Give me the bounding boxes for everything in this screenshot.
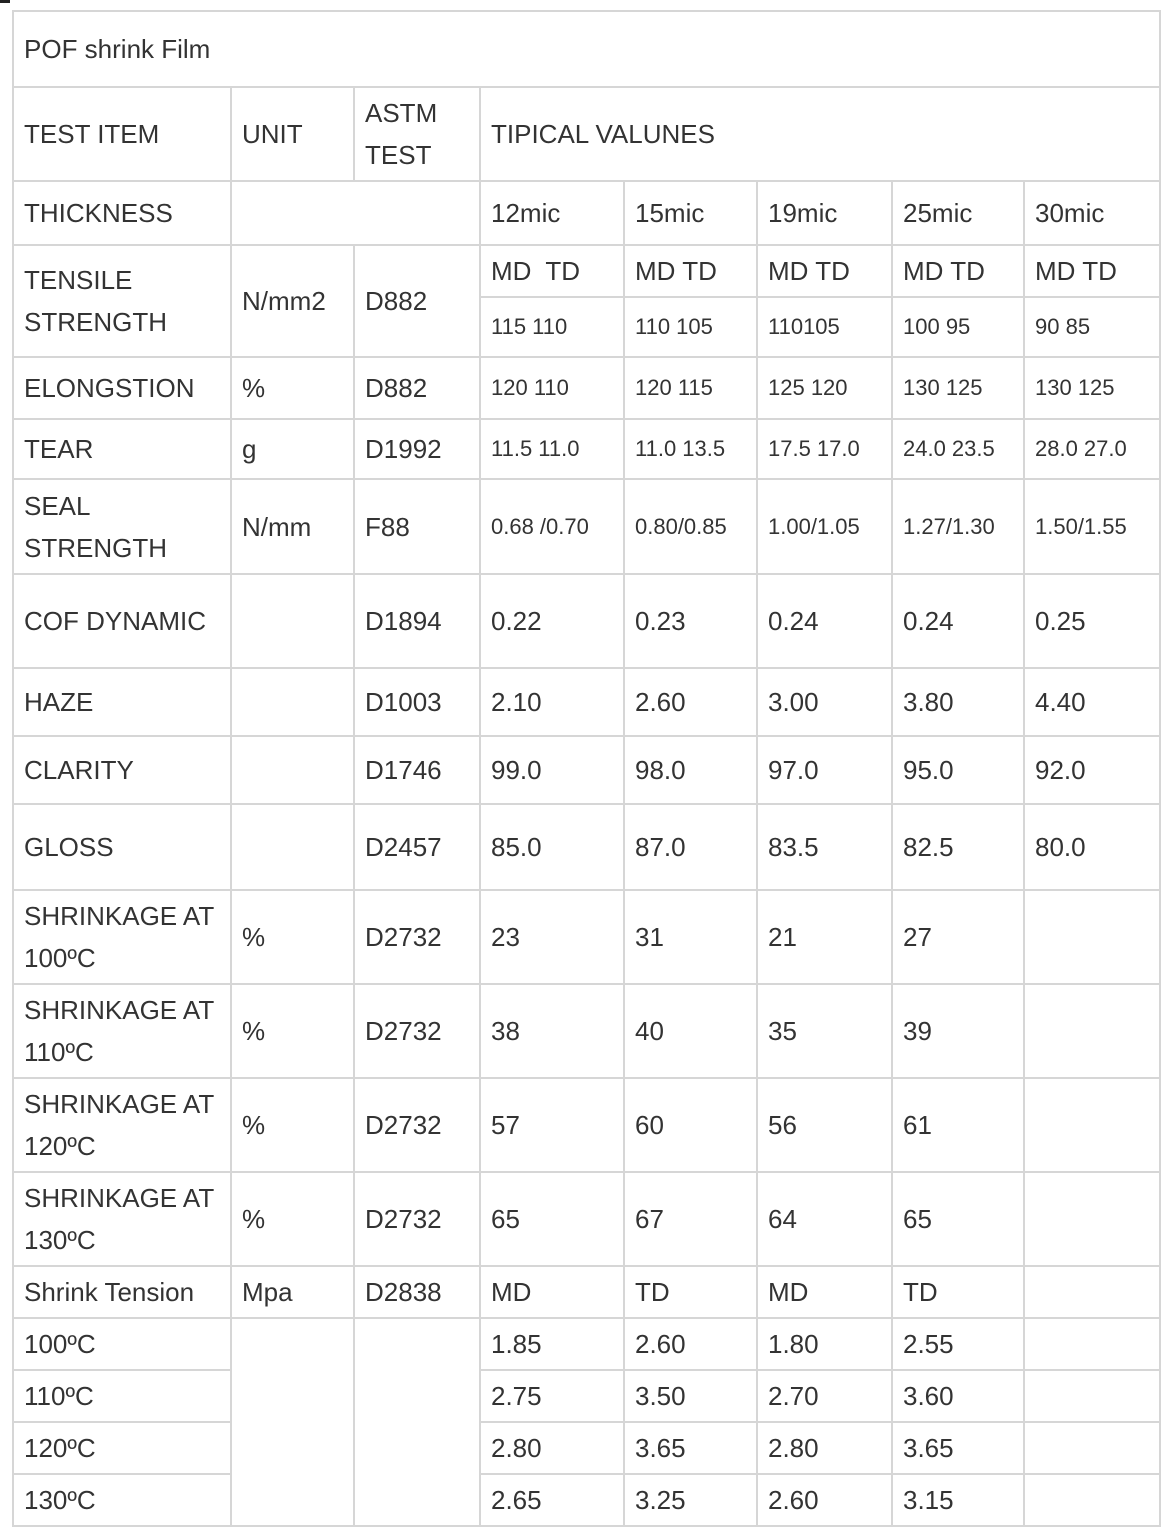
row-label: SEAL STRENGTH: [13, 479, 231, 574]
tensile-value: 100 95: [892, 297, 1024, 357]
table-row-tension-100: [13, 1318, 1160, 1370]
row-value: 1.00/1.05: [757, 479, 892, 574]
row-label: HAZE: [13, 668, 231, 736]
row-value: 98.0: [624, 736, 757, 804]
row-unit: [231, 736, 354, 804]
row-label: SHRINKAGE AT 110ºC: [13, 984, 231, 1078]
shrink-tension-unit: Mpa: [231, 1266, 354, 1318]
row-value: 125 120: [757, 357, 892, 419]
tensile-astm: D882: [354, 245, 480, 357]
row-value: 130 125: [1024, 357, 1160, 419]
row-unit: %: [231, 1172, 354, 1266]
row-value: 1.50/1.55: [1024, 479, 1160, 574]
row-value: 65: [480, 1172, 624, 1266]
row-value: 87.0: [624, 804, 757, 890]
row-value: 0.24: [892, 574, 1024, 668]
row-value: 60: [624, 1078, 757, 1172]
tensile-direction: MD TD: [757, 245, 892, 297]
tensile-value: 110105: [757, 297, 892, 357]
row-value: 3.00: [757, 668, 892, 736]
row-value: 57: [480, 1078, 624, 1172]
tension-value: 3.25: [624, 1474, 757, 1526]
tensile-value: 90 85: [1024, 297, 1160, 357]
tension-value: 2.70: [757, 1370, 892, 1422]
tension-value: 1.80: [757, 1318, 892, 1370]
row-unit: [231, 668, 354, 736]
row-astm: D2732: [354, 1078, 480, 1172]
row-value: 0.80/0.85: [624, 479, 757, 574]
row-value: 61: [892, 1078, 1024, 1172]
row-astm: D1992: [354, 419, 480, 479]
tension-value: 2.75: [480, 1370, 624, 1422]
row-unit: [231, 804, 354, 890]
row-unit: g: [231, 419, 354, 479]
row-unit: %: [231, 890, 354, 984]
header-astm-test: ASTM TEST: [354, 87, 480, 181]
title-row: [13, 11, 1160, 87]
shrink-tension-direction: MD: [757, 1266, 892, 1318]
row-value: 64: [757, 1172, 892, 1266]
shrink-tension-astm: D2838: [354, 1266, 480, 1318]
tension-value: [1024, 1370, 1160, 1422]
row-value: 97.0: [757, 736, 892, 804]
thickness-value: 15mic: [624, 181, 757, 245]
row-unit: N/mm: [231, 479, 354, 574]
tensile-direction: MD TD: [624, 245, 757, 297]
row-value: 0.68 /0.70: [480, 479, 624, 574]
row-unit: %: [231, 1078, 354, 1172]
thickness-value: 30mic: [1024, 181, 1160, 245]
row-value: 0.24: [757, 574, 892, 668]
row-label: SHRINKAGE AT 100ºC: [13, 890, 231, 984]
row-unit: %: [231, 984, 354, 1078]
tension-unit-blank: [231, 1318, 354, 1526]
row-value: [1024, 984, 1160, 1078]
header-row: [13, 87, 1160, 181]
table-row-haze: [13, 668, 1160, 736]
shrink-tension-direction: MD: [480, 1266, 624, 1318]
tension-value: [1024, 1318, 1160, 1370]
row-value: 31: [624, 890, 757, 984]
header-typical-values: TIPICAL VALUNES: [480, 87, 1160, 181]
tension-value: [1024, 1474, 1160, 1526]
tensile-unit: N/mm2: [231, 245, 354, 357]
temp-label: 100ºC: [13, 1318, 231, 1370]
thickness-blank: [231, 181, 480, 245]
row-value: 17.5 17.0: [757, 419, 892, 479]
table-row-shrinkage-100: [13, 890, 1160, 984]
tension-value: 3.60: [892, 1370, 1024, 1422]
shrink-tension-row: [13, 1266, 1160, 1318]
tension-value: [1024, 1422, 1160, 1474]
row-unit: [231, 574, 354, 668]
tension-value: 2.65: [480, 1474, 624, 1526]
row-value: 0.23: [624, 574, 757, 668]
row-value: 40: [624, 984, 757, 1078]
tensile-label: TENSILE STRENGTH: [13, 245, 231, 357]
tension-value: 2.55: [892, 1318, 1024, 1370]
table-row-shrinkage-110: [13, 984, 1160, 1078]
row-label: CLARITY: [13, 736, 231, 804]
header-test-item: TEST ITEM: [13, 87, 231, 181]
row-value: [1024, 1172, 1160, 1266]
shrink-tension-label: Shrink Tension: [13, 1266, 231, 1318]
row-astm: D1003: [354, 668, 480, 736]
row-value: 3.80: [892, 668, 1024, 736]
row-value: 82.5: [892, 804, 1024, 890]
row-value: 38: [480, 984, 624, 1078]
tensile-direction: MD TD: [892, 245, 1024, 297]
tension-value: 2.80: [480, 1422, 624, 1474]
row-value: 0.25: [1024, 574, 1160, 668]
tensile-direction: MD TD: [1024, 245, 1160, 297]
row-value: 27: [892, 890, 1024, 984]
row-value: 92.0: [1024, 736, 1160, 804]
row-value: 35: [757, 984, 892, 1078]
row-value: 2.60: [624, 668, 757, 736]
row-value: 11.0 13.5: [624, 419, 757, 479]
table-row-tear: [13, 419, 1160, 479]
table-title: POF shrink Film: [13, 11, 1160, 87]
row-value: 95.0: [892, 736, 1024, 804]
table-row-seal-strength: [13, 479, 1160, 574]
tension-value: 3.65: [892, 1422, 1024, 1474]
table-row-tension-130: [13, 1474, 1160, 1526]
thickness-row: [13, 181, 1160, 245]
tension-value: 2.80: [757, 1422, 892, 1474]
row-value: 2.10: [480, 668, 624, 736]
row-value: 130 125: [892, 357, 1024, 419]
row-value: 4.40: [1024, 668, 1160, 736]
thickness-label: THICKNESS: [13, 181, 231, 245]
row-astm: D882: [354, 357, 480, 419]
row-label: ELONGSTION: [13, 357, 231, 419]
row-value: 0.22: [480, 574, 624, 668]
temp-label: 110ºC: [13, 1370, 231, 1422]
thickness-value: 12mic: [480, 181, 624, 245]
tension-astm-blank: [354, 1318, 480, 1526]
row-value: 24.0 23.5: [892, 419, 1024, 479]
row-astm: D2732: [354, 890, 480, 984]
tensile-row: [13, 245, 1160, 297]
temp-label: 120ºC: [13, 1422, 231, 1474]
row-value: 39: [892, 984, 1024, 1078]
tension-value: 2.60: [757, 1474, 892, 1526]
row-label: SHRINKAGE AT 120ºC: [13, 1078, 231, 1172]
row-label: TEAR: [13, 419, 231, 479]
tensile-value: 115 110: [480, 297, 624, 357]
row-value: 120 115: [624, 357, 757, 419]
row-label: GLOSS: [13, 804, 231, 890]
table-row-shrinkage-130: [13, 1172, 1160, 1266]
row-value: [1024, 1078, 1160, 1172]
row-value: 28.0 27.0: [1024, 419, 1160, 479]
table-row-clarity: [13, 736, 1160, 804]
row-value: 85.0: [480, 804, 624, 890]
row-value: 80.0: [1024, 804, 1160, 890]
table-row-shrinkage-120: [13, 1078, 1160, 1172]
row-astm: F88: [354, 479, 480, 574]
row-value: 1.27/1.30: [892, 479, 1024, 574]
row-value: 21: [757, 890, 892, 984]
tension-value: 3.65: [624, 1422, 757, 1474]
tension-value: 3.15: [892, 1474, 1024, 1526]
shrink-tension-direction: TD: [624, 1266, 757, 1318]
thickness-value: 25mic: [892, 181, 1024, 245]
thickness-value: 19mic: [757, 181, 892, 245]
table-row-tension-110: [13, 1370, 1160, 1422]
row-label: COF DYNAMIC: [13, 574, 231, 668]
row-value: 11.5 11.0: [480, 419, 624, 479]
row-unit: %: [231, 357, 354, 419]
row-astm: D1746: [354, 736, 480, 804]
temp-label: 130ºC: [13, 1474, 231, 1526]
row-astm: D2457: [354, 804, 480, 890]
tension-value: 1.85: [480, 1318, 624, 1370]
tensile-direction: MD TD: [480, 245, 624, 297]
table-row-elongation: [13, 357, 1160, 419]
page-fragment-mark: [0, 0, 10, 3]
header-unit: UNIT: [231, 87, 354, 181]
row-value: 65: [892, 1172, 1024, 1266]
row-value: 23: [480, 890, 624, 984]
tensile-value: 110 105: [624, 297, 757, 357]
table-row-gloss: [13, 804, 1160, 890]
table-row-cof-dynamic: [13, 574, 1160, 668]
tension-value: 2.60: [624, 1318, 757, 1370]
row-value: 120 110: [480, 357, 624, 419]
row-value: 56: [757, 1078, 892, 1172]
row-value: 99.0: [480, 736, 624, 804]
spec-table: [12, 10, 1161, 1527]
table-row-tension-120: [13, 1422, 1160, 1474]
shrink-tension-direction: TD: [892, 1266, 1024, 1318]
shrink-tension-direction: [1024, 1266, 1160, 1318]
row-value: 67: [624, 1172, 757, 1266]
row-value: [1024, 890, 1160, 984]
row-astm: D1894: [354, 574, 480, 668]
row-astm: D2732: [354, 1172, 480, 1266]
row-astm: D2732: [354, 984, 480, 1078]
row-value: 83.5: [757, 804, 892, 890]
tension-value: 3.50: [624, 1370, 757, 1422]
row-label: SHRINKAGE AT 130ºC: [13, 1172, 231, 1266]
